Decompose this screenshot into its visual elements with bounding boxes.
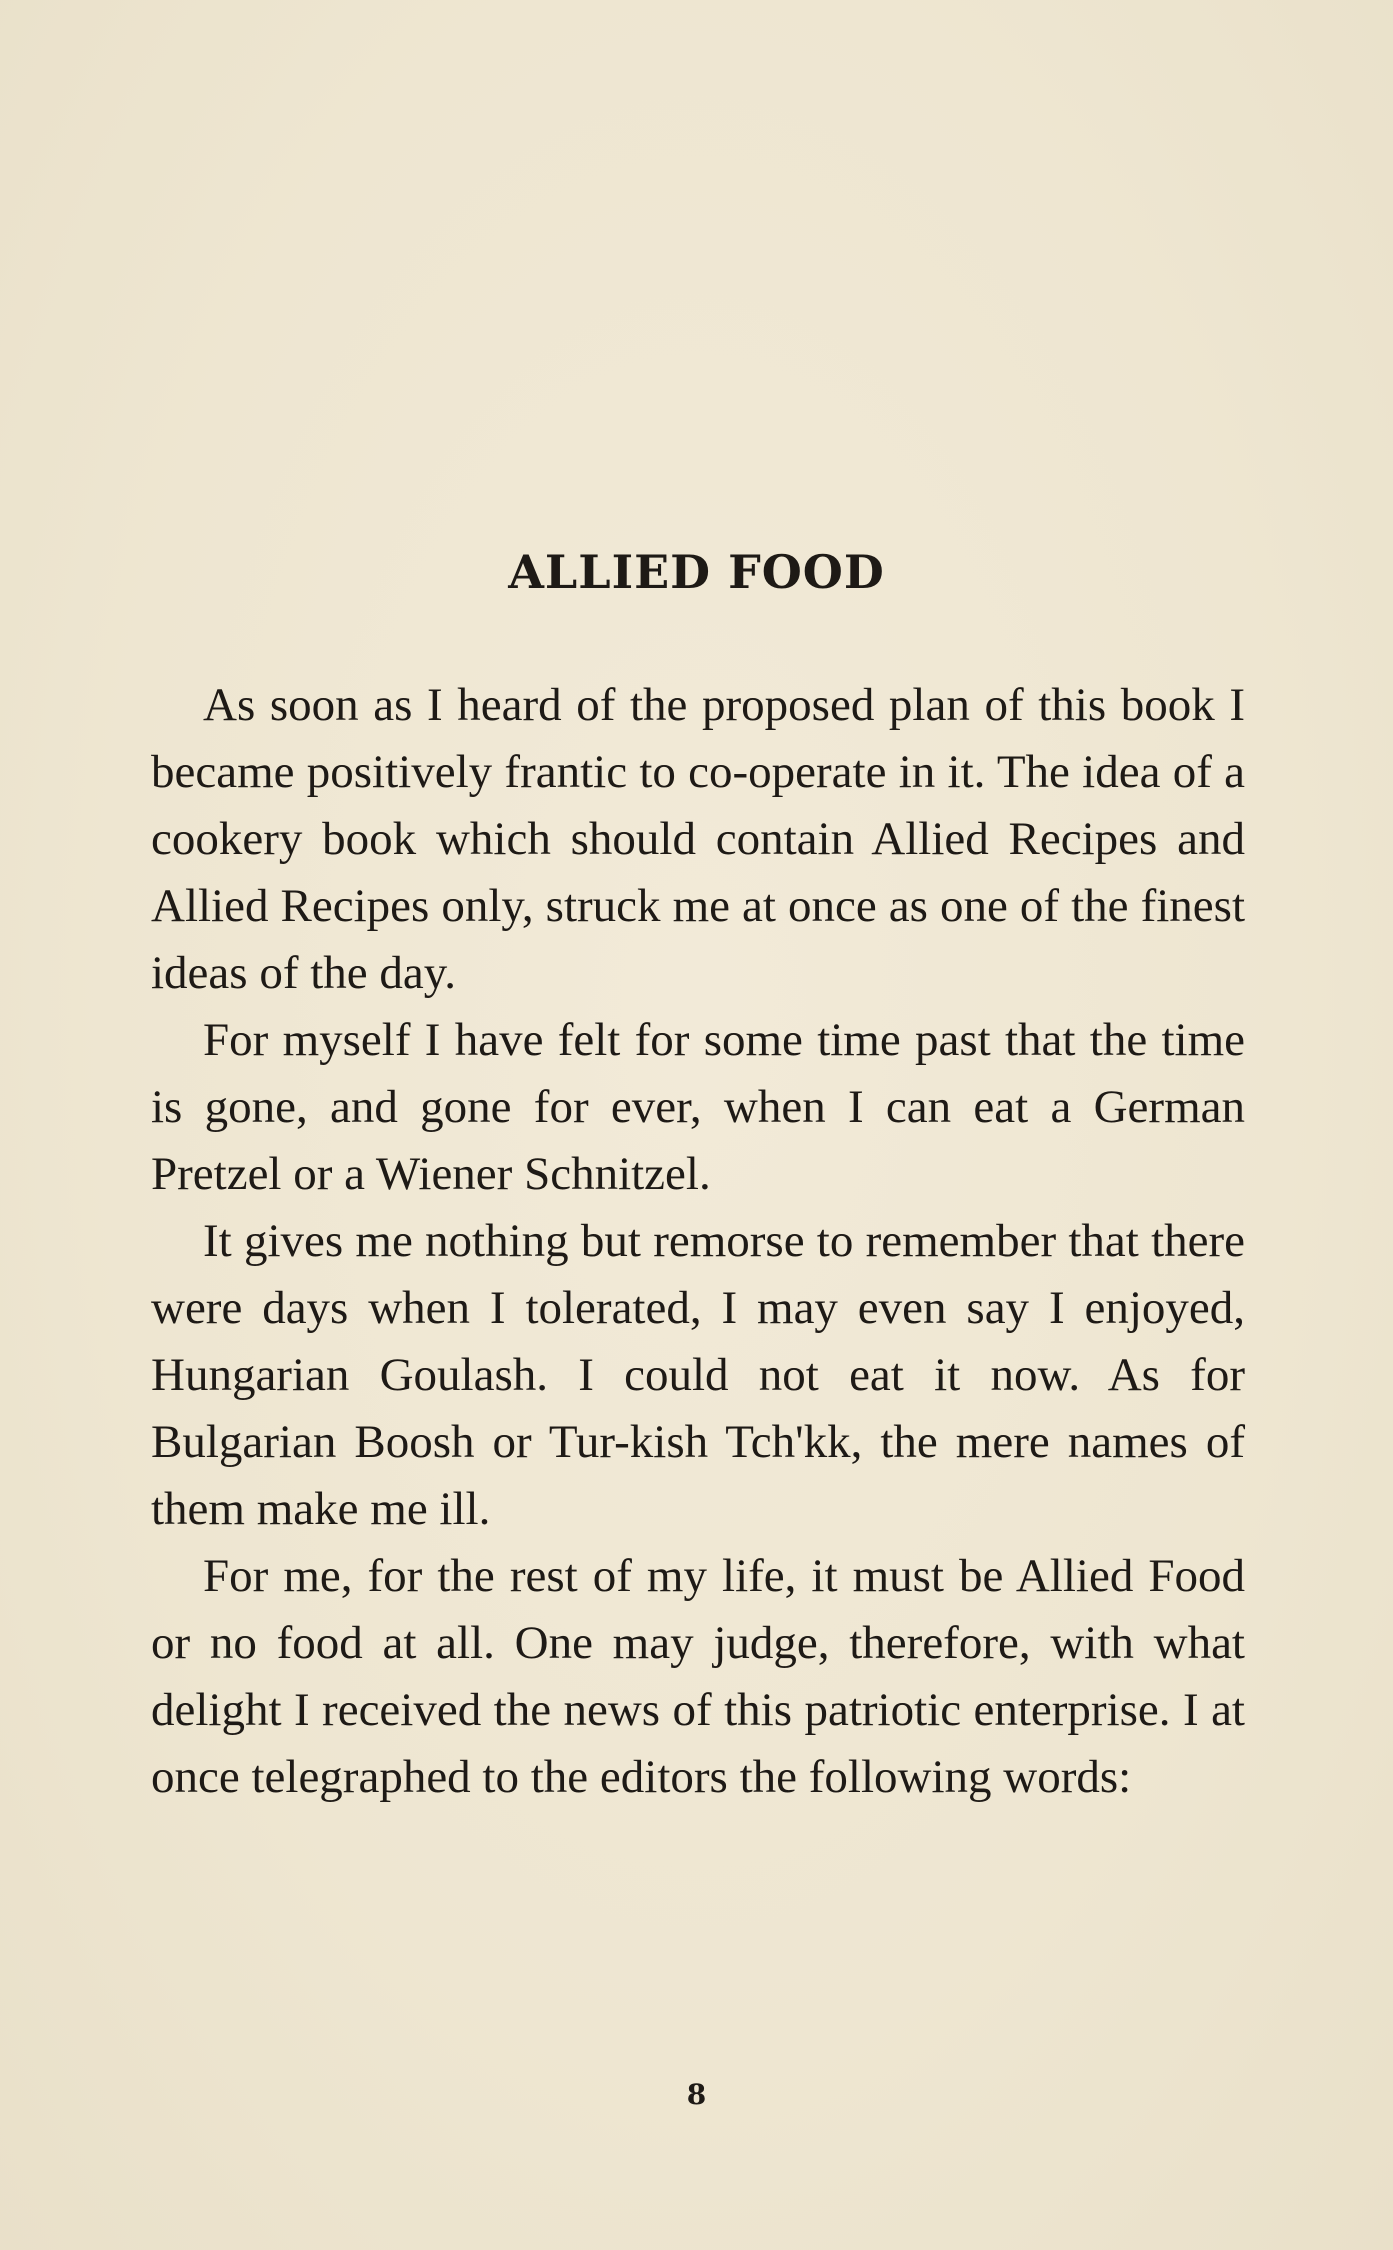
- chapter-body: [151, 672, 1245, 1811]
- paragraph-3: It gives me nothing but remorse to remember that there were days when I tolerated, I may even say I enjoyed, Hungarian Goulash. I could not eat it now. As for Bulgarian Boosh or Tur-kish Tch'kk, the mere names of them make me ill.: [151, 1215, 1245, 1535]
- paragraph-4: For me, for the rest of my life, it must be Allied Food or no food at all. One may judge, therefore, with what delight I received the news of this patriotic enterprise. I at once telegraphed to the editors the following words:: [151, 1550, 1245, 1803]
- chapter-title: ALLIED FOOD: [508, 545, 885, 599]
- page-number: 8: [686, 2078, 707, 2111]
- paragraph-2: For myself I have felt for some time past that the time is gone, and gone for ever, when I can eat a German Pretzel or a Wiener Schnitzel.: [151, 1014, 1245, 1200]
- paragraph-1: As soon as I heard of the proposed plan of this book I became positively frantic to co-operate in it. The idea of a cookery book which should contain Allied Recipes and Allied Recipes only, struck me at once as one of the finest ideas of the day.: [151, 679, 1245, 999]
